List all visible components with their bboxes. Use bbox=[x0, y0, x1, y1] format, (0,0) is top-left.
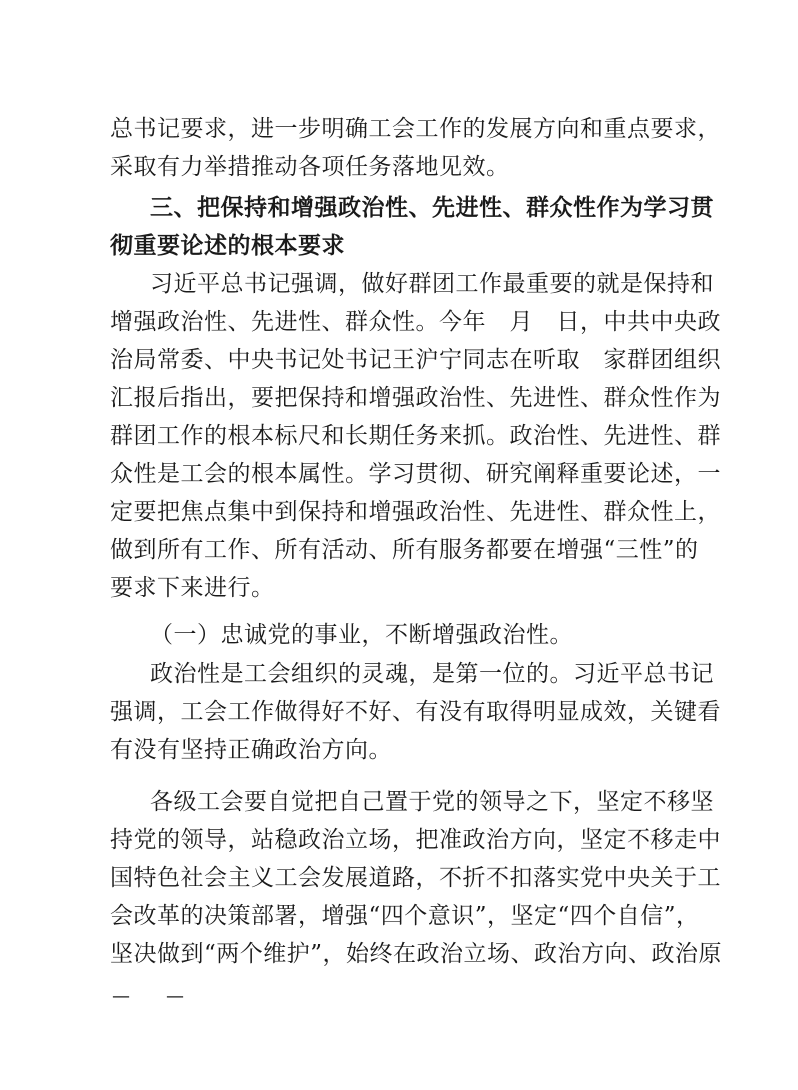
body-text-line: 强调，工会工作做得好不好、有没有取得明显成效，关键看 bbox=[110, 699, 721, 725]
body-text-line: 持党的领导，站稳政治立场，把准政治方向，坚定不移走中 bbox=[110, 827, 721, 853]
section-heading: 三、把保持和增强政治性、先进性、群众性作为学习贯 bbox=[150, 195, 714, 221]
body-text-line: 增强政治性、先进性、群众性。今年 月 日，中共中央政 bbox=[110, 309, 721, 335]
body-text-line: 做到所有工作、所有活动、所有服务都要在增强“三性”的 bbox=[110, 537, 699, 563]
body-text-line: 要求下来进行。 bbox=[110, 575, 275, 601]
body-text-line: 习近平总书记强调，做好群团工作最重要的就是保持和 bbox=[150, 271, 714, 297]
body-text-line: 定要把焦点集中到保持和增强政治性、先进性、群众性上， bbox=[110, 499, 721, 525]
body-text-line: 会改革的决策部署，增强“四个意识”，坚定“四个自信”， bbox=[110, 903, 700, 929]
body-text-line: 采取有力举措推动各项任务落地见效。 bbox=[110, 154, 510, 180]
section-heading: 彻重要论述的根本要求 bbox=[110, 233, 345, 259]
body-text-line: 总书记要求，进一步明确工会工作的发展方向和重点要求， bbox=[110, 116, 721, 142]
body-text-line: 坚决做到“两个维护”，始终在政治立场、政治方向、政治原 bbox=[110, 941, 723, 967]
subsection-heading: （一）忠诚党的事业，不断增强政治性。 bbox=[150, 622, 573, 648]
body-text-line: 群团工作的根本标尺和长期任务来抓。政治性、先进性、群 bbox=[110, 423, 721, 449]
body-text-line: 众性是工会的根本属性。学习贯彻、研究阐释重要论述，一 bbox=[110, 461, 721, 487]
body-text-line: 国特色社会主义工会发展道路，不折不扣落实党中央关于工 bbox=[110, 865, 721, 891]
body-text-line: 汇报后指出，要把保持和增强政治性、先进性、群众性作为 bbox=[110, 385, 721, 411]
body-text-line: 有没有坚持正确政治方向。 bbox=[110, 737, 392, 763]
body-text-line: 治局常委、中央书记处书记王沪宁同志在听取 家群团组织 bbox=[110, 347, 721, 373]
page-number-footer: — — bbox=[112, 986, 184, 1007]
body-text-line: 各级工会要自觉把自己置于党的领导之下，坚定不移坚 bbox=[150, 789, 714, 815]
body-text-line: 政治性是工会组织的灵魂，是第一位的。习近平总书记 bbox=[150, 661, 714, 687]
